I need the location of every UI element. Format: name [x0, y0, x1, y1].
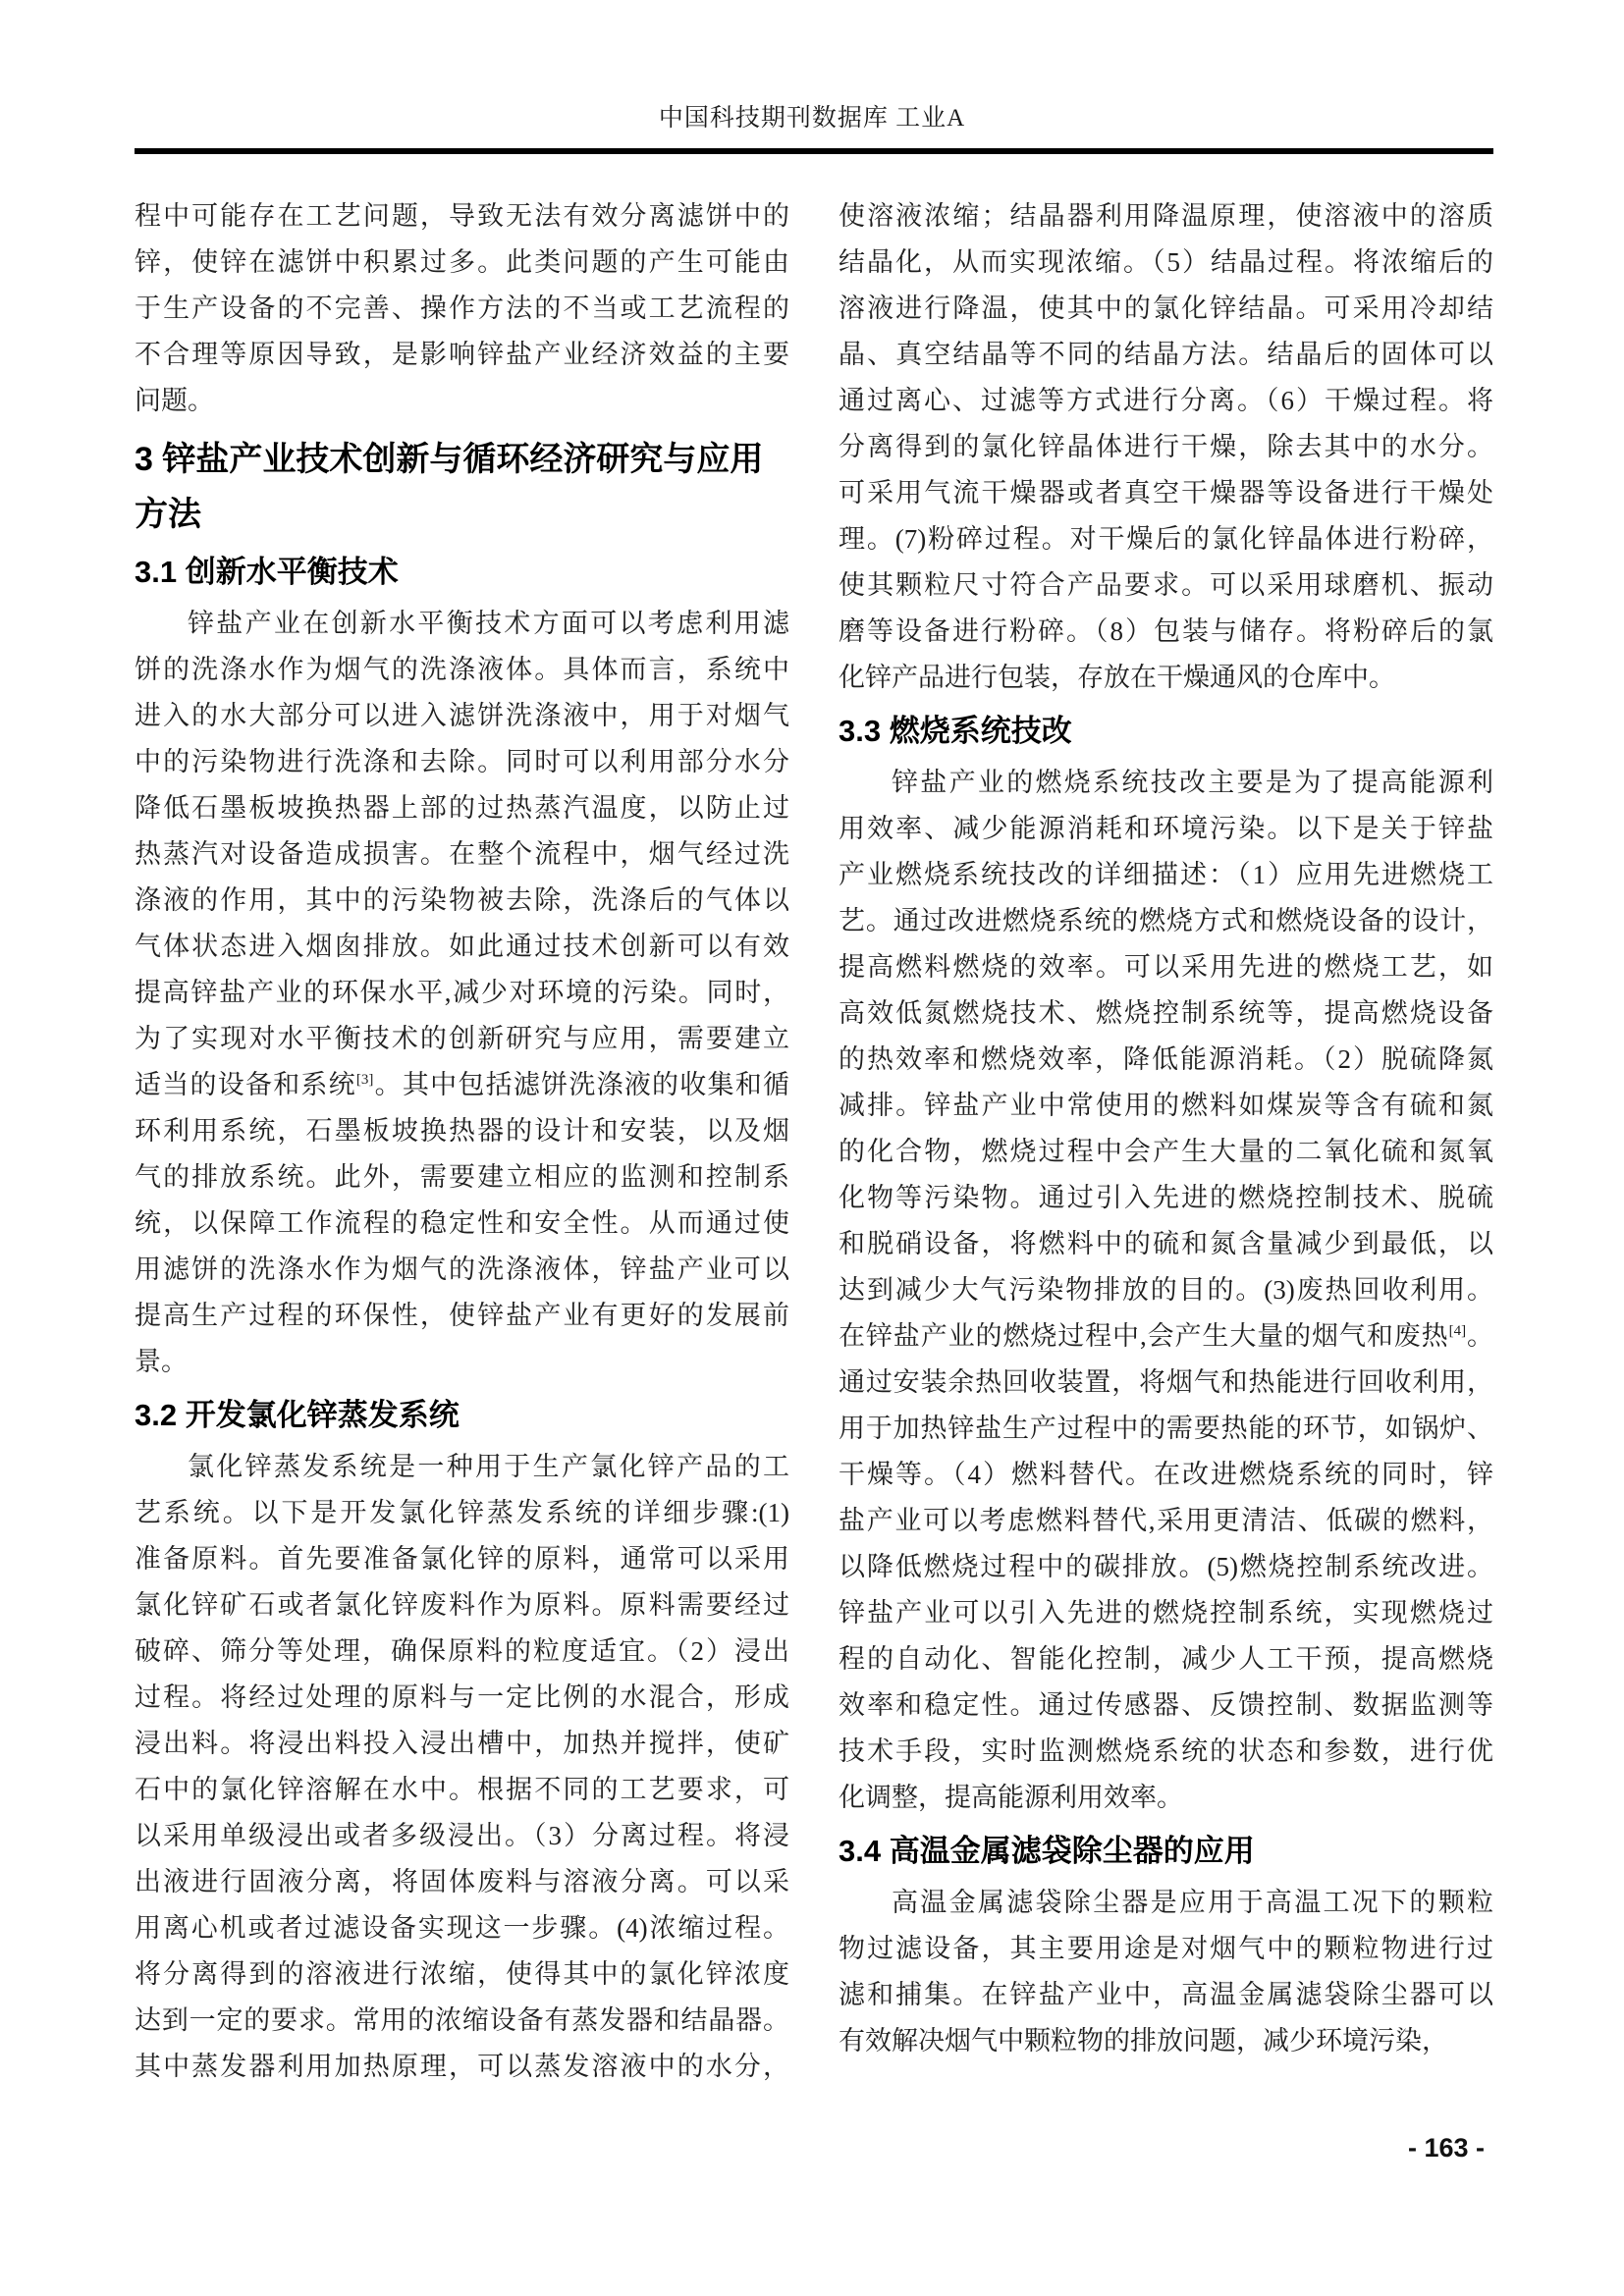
section-heading: [135, 432, 789, 542]
text-line: 的化合物，燃烧过程中会产生大量的二氧化硫和氮氧: [839, 1137, 1493, 1166]
text-line: 气的排放系统。此外，需要建立相应的监测和控制系: [135, 1162, 789, 1192]
text-line: 和脱硝设备，将燃料中的硫和氮含量减少到最低，以: [839, 1229, 1493, 1258]
text-line: 氯化锌矿石或者氯化锌废料作为原料。原料需要经过: [135, 1590, 789, 1620]
text-line: 其中蒸发器利用加热原理，可以蒸发溶液中的水分，: [135, 2052, 789, 2081]
text-line: 磨等设备进行粉碎。（8）包装与储存。将粉碎后的氯: [839, 616, 1493, 646]
text-line: 艺。通过改进燃烧系统的燃烧方式和燃烧设备的设计，: [839, 906, 1493, 935]
text-line: 为了实现对水平衡技术的创新研究与应用，需要建立: [135, 1024, 789, 1053]
text-line: 3.3 燃烧系统技改: [839, 714, 1072, 748]
header-rule: [135, 148, 1493, 154]
text-line: 环利用系统，石墨板坡换热器的设计和安装，以及烟: [135, 1116, 789, 1146]
text-line: 晶、真空结晶等不同的结晶方法。结晶后的固体可以: [839, 340, 1493, 369]
text-line: 锌盐产业的燃烧系统技改主要是为了提高能源利: [892, 768, 1493, 797]
text-line: 通过离心、过滤等方式进行分离。（6）干燥过程。将: [839, 386, 1493, 415]
text-line: 用效率、减少能源消耗和环境污染。以下是关于锌盐: [839, 814, 1493, 843]
text-line: 通过安装余热回收装置，将烟气和热能进行回收利用，: [839, 1367, 1493, 1397]
text-line: 物过滤设备，其主要用途是对烟气中的颗粒物进行过: [839, 1934, 1493, 1963]
text-line: 以降低燃烧过程中的碳排放。(5)燃烧控制系统改进。: [839, 1552, 1493, 1581]
text-columns: [135, 193, 1493, 2090]
text-line: 理。(7)粉碎过程。对干燥后的氯化锌晶体进行粉碎，: [839, 524, 1493, 554]
text-line: 进入的水大部分可以进入滤饼洗涤液中，用于对烟气: [135, 701, 789, 730]
text-line: 用滤饼的洗涤水作为烟气的洗涤液体，锌盐产业可以: [135, 1255, 789, 1284]
text-line: 化物等污染物。通过引入先进的燃烧控制技术、脱硫: [839, 1183, 1493, 1212]
citation-ref: [4]: [1448, 1323, 1467, 1339]
text-line: 高温金属滤袋除尘器是应用于高温工况下的颗粒: [892, 1888, 1493, 1917]
text-line: 达到一定的要求。常用的浓缩设备有蒸发器和结晶器。: [135, 2005, 789, 2035]
text-line: 中的污染物进行洗涤和去除。同时可以利用部分水分: [135, 747, 789, 776]
subsection-heading: [135, 1391, 789, 1440]
text-line: 统，以保障工作流程的稳定性和安全性。从而通过使: [135, 1208, 789, 1238]
text-line: 程的自动化、智能化控制，减少人工干预，提高燃烧: [839, 1644, 1493, 1674]
paragraph: [839, 760, 1493, 1821]
text-line: 于生产设备的不完善、操作方法的不当或工艺流程的: [135, 294, 789, 323]
text-line: 饼的洗涤水作为烟气的洗涤液体。具体而言，系统中: [135, 655, 789, 684]
text-line: 提高锌盐产业的环保水平,减少对环境的污染。同时，: [135, 978, 789, 1007]
text-line: 破碎、筛分等处理，确保原料的粒度适宜。（2）浸出: [135, 1636, 789, 1666]
text-line: 将分离得到的溶液进行浓缩，使得其中的氯化锌浓度: [135, 1959, 789, 1989]
text-line: 可采用气流干燥器或者真空干燥器等设备进行干燥处: [839, 478, 1493, 507]
text-line: 准备原料。首先要准备氯化锌的原料，通常可以采用: [135, 1544, 789, 1574]
text-line: 3.4 高温金属滤袋除尘器的应用: [839, 1834, 1255, 1868]
right-column: [839, 193, 1493, 2090]
text-line: 溶液进行降温，使其中的氯化锌结晶。可采用冷却结: [839, 294, 1493, 323]
citation-ref: [3]: [355, 1072, 374, 1088]
subsection-heading: [135, 548, 789, 597]
text-line: 3.1 创新水平衡技术: [135, 555, 399, 589]
text-line: 干燥等。（4）燃料替代。在改进燃烧系统的同时，锌: [839, 1460, 1493, 1489]
text-line: 达到减少大气污染物排放的目的。(3)废热回收利用。: [839, 1275, 1493, 1305]
text-line: 过程。将经过处理的原料与一定比例的水混合，形成: [135, 1682, 789, 1712]
text-line: 用于加热锌盐生产过程中的需要热能的环节，如锅炉、: [839, 1414, 1493, 1443]
text-line: 气体状态进入烟囱排放。如此通过技术创新可以有效: [135, 932, 789, 961]
paragraph: [135, 193, 789, 424]
text-line: 化锌产品进行包装，存放在干燥通风的仓库中。: [839, 663, 1395, 692]
text-line: 分离得到的氯化锌晶体进行干燥，除去其中的水分。: [839, 432, 1493, 461]
text-line: 产业燃烧系统技改的详细描述：（1）应用先进燃烧工: [839, 860, 1493, 889]
text-line: 用离心机或者过滤设备实现这一步骤。(4)浓缩过程。: [135, 1913, 789, 1943]
text-line: 锌盐产业在创新水平衡技术方面可以考虑利用滤: [188, 609, 789, 638]
text-line: 效率和稳定性。通过传感器、反馈控制、数据监测等: [839, 1690, 1493, 1720]
left-column: [135, 193, 789, 2090]
text-line: 盐产业可以考虑燃料替代,采用更清洁、低碳的燃料，: [839, 1506, 1493, 1535]
page-header: [0, 104, 1624, 133]
text-line: 化调整，提高能源利用效率。: [839, 1783, 1183, 1812]
text-line: 艺系统。以下是开发氯化锌蒸发系统的详细步骤:(1): [135, 1498, 789, 1527]
text-line: 结晶化，从而实现浓缩。（5）结晶过程。将浓缩后的: [839, 247, 1493, 277]
text-line: 使溶液浓缩；结晶器利用降温原理，使溶液中的溶质: [839, 201, 1493, 231]
page-footer: [1408, 2132, 1485, 2163]
text-line: 减排。锌盐产业中常使用的燃料如煤炭等含有硫和氮: [839, 1091, 1493, 1120]
page-number: - 163 -: [1407, 2133, 1485, 2163]
text-line: 滤和捕集。在锌盐产业中，高温金属滤袋除尘器可以: [839, 1980, 1493, 2009]
text-line: 出液进行固液分离，将固体废料与溶液分离。可以采: [135, 1867, 789, 1896]
text-line: 浸出料。将浸出料投入浸出槽中，加热并搅拌，使矿: [135, 1729, 789, 1758]
text-line: 3.2 开发氯化锌蒸发系统: [135, 1398, 460, 1432]
paragraph: [135, 601, 789, 1385]
paragraph: [839, 193, 1493, 701]
text-line: 3 锌盐产业技术创新与循环经济研究与应用: [135, 441, 764, 478]
text-line: 适当的设备和系统[3]。其中包括滤饼洗涤液的收集和循: [135, 1070, 790, 1099]
text-line: 景。: [135, 1347, 188, 1376]
paragraph: [839, 1880, 1493, 2064]
text-line: 问题。: [135, 386, 214, 415]
subsection-heading: [839, 1827, 1493, 1876]
text-line: 有效解决烟气中颗粒物的排放问题，减少环境污染，: [839, 2026, 1448, 2056]
text-line: 石中的氯化锌溶解在水中。根据不同的工艺要求，可: [135, 1775, 789, 1804]
text-line: 热蒸汽对设备造成损害。在整个流程中，烟气经过洗: [135, 839, 789, 869]
text-line: 以采用单级浸出或者多级浸出。（3）分离过程。将浸: [135, 1821, 789, 1850]
text-line: 在锌盐产业的燃烧过程中,会产生大量的烟气和废热[4]。: [839, 1321, 1493, 1351]
text-line: 提高生产过程的环保性，使锌盐产业有更好的发展前: [135, 1301, 789, 1330]
journal-title: 中国科技期刊数据库 工业A: [658, 105, 966, 132]
text-line: 降低石墨板坡换热器上部的过热蒸汽温度，以防止过: [135, 793, 789, 823]
text-line: 高效低氮燃烧技术、燃烧控制系统等，提高燃烧设备: [839, 998, 1493, 1028]
text-line: 氯化锌蒸发系统是一种用于生产氯化锌产品的工: [188, 1452, 789, 1481]
text-line: 锌盐产业可以引入先进的燃烧控制系统，实现燃烧过: [839, 1598, 1493, 1628]
text-line: 使其颗粒尺寸符合产品要求。可以采用球磨机、振动: [839, 570, 1493, 600]
paragraph: [135, 1444, 789, 2090]
text-line: 涤液的作用，其中的污染物被去除，洗涤后的气体以: [135, 885, 789, 915]
subsection-heading: [839, 707, 1493, 756]
text-line: 方法: [135, 496, 201, 533]
text-line: 不合理等原因导致，是影响锌盐产业经济效益的主要: [135, 340, 789, 369]
text-line: 技术手段，实时监测燃烧系统的状态和参数，进行优: [839, 1736, 1493, 1766]
text-line: 锌，使锌在滤饼中积累过多。此类问题的产生可能由: [135, 247, 789, 277]
text-line: 提高燃料燃烧的效率。可以采用先进的燃烧工艺，如: [839, 952, 1493, 982]
text-line: 的热效率和燃烧效率，降低能源消耗。（2）脱硫降氮: [839, 1044, 1493, 1074]
text-line: 程中可能存在工艺问题，导致无法有效分离滤饼中的: [135, 201, 789, 231]
